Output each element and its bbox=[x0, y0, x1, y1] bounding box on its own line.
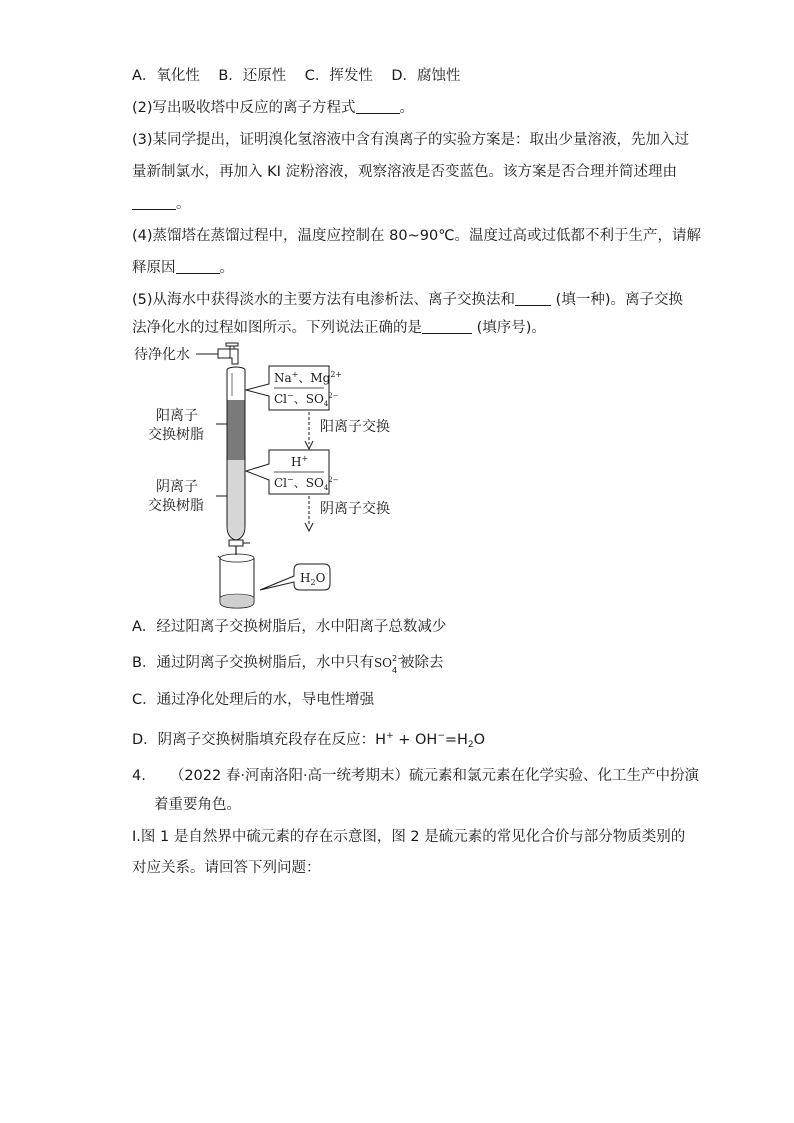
svg-text:H2O: $H_2O$ bbox=[300, 571, 326, 587]
arrow-2-label: 阴离子交换 bbox=[320, 501, 390, 517]
subq-text: 蒸馏塔在蒸馏过程中，温度应控制在 80~90℃。温度过高或过低都不利于生产，请解 bbox=[152, 228, 701, 244]
anion-resin-label-1: 阴离子 bbox=[156, 479, 198, 495]
arrow-head-2 bbox=[305, 523, 313, 531]
subq-text: (填一种)。离子交换 bbox=[555, 292, 683, 308]
svg-text:Cl−、SO42−: Cl−、$SO_4^{2-}$ bbox=[274, 391, 339, 408]
ion-exchange-figure bbox=[128, 340, 428, 615]
ion-exchange-diagram bbox=[128, 340, 428, 615]
anion-resin-layer bbox=[228, 460, 245, 539]
question-number: 4. bbox=[132, 768, 146, 784]
option-a: A．氧化性 bbox=[132, 68, 200, 84]
subquestion-4-line1 bbox=[132, 226, 701, 246]
subq-number: (3) bbox=[132, 132, 153, 148]
subq-number: (2) bbox=[132, 100, 153, 116]
faucet-icon bbox=[218, 343, 238, 364]
column-tube bbox=[227, 367, 250, 555]
anion-resin-label-2: 交换树脂 bbox=[148, 498, 204, 514]
svg-text:H+: H+ bbox=[291, 454, 309, 469]
option-5c: C．通过净化处理后的水，导电性增强 bbox=[132, 692, 375, 708]
subq-number: (4) bbox=[132, 228, 153, 244]
question-4-line2: 着重要角色。 bbox=[154, 797, 241, 813]
option-5d: D．阴离子交换树脂填充段存在反应：$H^+ + OH^-=H_2O$ bbox=[132, 731, 486, 750]
part-i-line1: I.图 1 是自然界中硫元素的存在示意图，图 2 是硫元素的常见化合价与部分物质类别的 bbox=[132, 829, 686, 845]
subquestion-5-line1 bbox=[132, 290, 683, 310]
subq-text: 某同学提出，证明溴化氢溶液中含有溴离子的实验方案是：取出少量溶液，先加入过 bbox=[152, 132, 690, 148]
q3-options-row bbox=[132, 66, 460, 86]
part-i-line2: 对应关系。请回答下列问题： bbox=[132, 860, 321, 876]
answer-blank[interactable] bbox=[515, 291, 551, 306]
subquestion-3-line1 bbox=[132, 130, 689, 150]
option-5a: A．经过阳离子交换树脂后，水中阳离子总数减少 bbox=[132, 619, 447, 635]
punct: 。 bbox=[399, 100, 415, 116]
subq-text: 法净化水的过程如图所示。下列说法正确的是 bbox=[132, 320, 422, 336]
answer-blank[interactable] bbox=[356, 99, 400, 114]
svg-text:Na+、Mg2+: Na+、$Mg^{2+}$ bbox=[274, 370, 343, 385]
arrow-1-label: 阳离子交换 bbox=[320, 419, 390, 435]
subq-text: 释原因 bbox=[132, 260, 176, 276]
question-4-line1: 4. （2022 春·河南洛阳·高一统考期末）硫元素和氯元素在化学实验、化工生产中扮演 bbox=[132, 768, 700, 784]
cation-resin-layer bbox=[228, 400, 245, 460]
callout-box-2 bbox=[246, 450, 339, 494]
subq-text: 量新制氯水，再加入 KI 淀粉溶液，观察溶液是否变蓝色。该方案是否合理并简述理由 bbox=[132, 164, 677, 180]
punct: 。 bbox=[219, 260, 234, 276]
subq-text: 写出吸收塔中反应的离子方程式 bbox=[152, 100, 356, 116]
beaker-icon bbox=[218, 554, 254, 608]
option-5b: B．通过阴离子交换树脂后，水中只有SO 2− 4 被除去 bbox=[132, 654, 444, 675]
subq-number: (5) bbox=[132, 292, 153, 308]
subquestion-2 bbox=[132, 98, 414, 118]
callout-box-1 bbox=[246, 366, 342, 410]
answer-blank[interactable] bbox=[422, 319, 472, 334]
option-d: D．腐蚀性 bbox=[391, 68, 461, 84]
cation-resin-label-2: 交换树脂 bbox=[148, 427, 204, 443]
callout-box-3 bbox=[260, 564, 330, 590]
subq-text: 从海水中获得淡水的主要方法有电渗析法、离子交换法和 bbox=[152, 292, 516, 308]
subquestion-5-line2 bbox=[132, 318, 546, 338]
option-c: C．挥发性 bbox=[304, 68, 373, 84]
punct: 。 bbox=[176, 196, 191, 212]
stopcock-icon bbox=[229, 540, 243, 546]
subquestion-4-line2 bbox=[132, 258, 234, 278]
answer-blank[interactable] bbox=[132, 195, 176, 210]
subquestion-3-line2 bbox=[132, 162, 677, 182]
option-b: B．还原性 bbox=[218, 68, 287, 84]
subquestion-3-line3 bbox=[132, 194, 191, 214]
water-in-label: 待净化水 bbox=[134, 347, 190, 363]
subq-text: (填序号)。 bbox=[476, 320, 546, 336]
cation-resin-label-1: 阳离子 bbox=[156, 408, 198, 424]
svg-text:Cl−、SO42−: Cl−、$SO_4^{2-}$ bbox=[274, 475, 339, 492]
answer-blank[interactable] bbox=[176, 259, 220, 274]
